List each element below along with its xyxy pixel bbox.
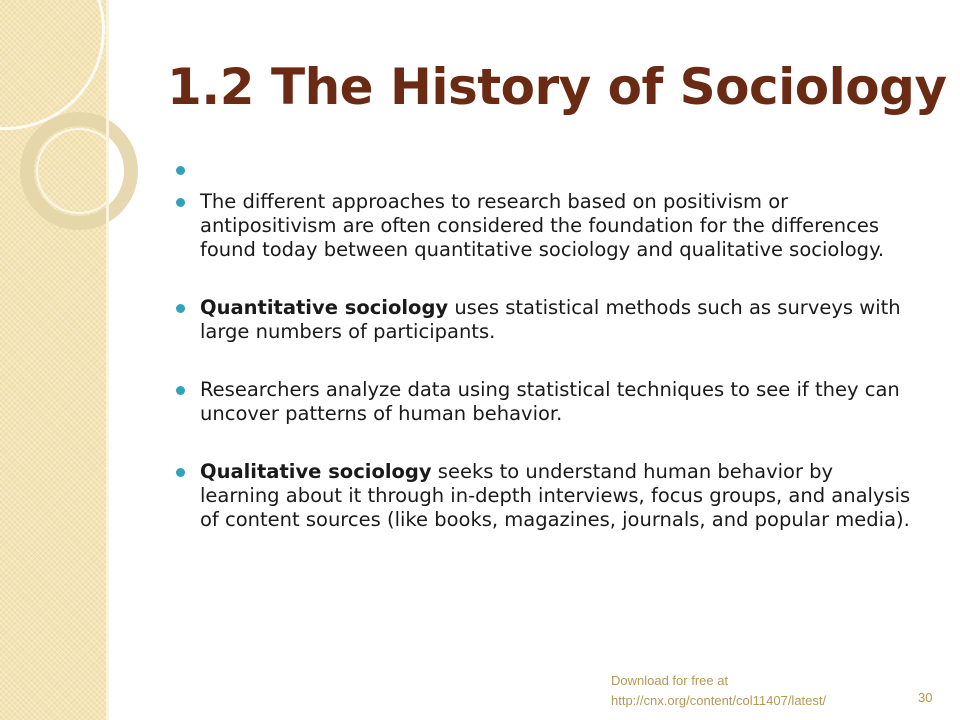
bullet-term: Qualitative sociology <box>200 460 432 483</box>
bullet-item <box>176 296 916 344</box>
page-number: 30 <box>918 690 933 705</box>
decorative-ring <box>0 0 105 130</box>
bullet-term: Quantitative sociology <box>200 296 449 319</box>
bullet-item <box>176 158 916 182</box>
bullet-item <box>176 190 916 262</box>
footer-source-url: http://cnx.org/content/col11407/latest/ <box>611 693 827 708</box>
bullet-text: The different approaches to research based on positivism or antipositivism are often considered the foundation for the differences found today between quantitative sociology and qualitative sociology. <box>200 190 885 261</box>
bullet-text: uses statistical methods such as surveys with large numbers of participants. <box>200 296 901 343</box>
decorative-ring <box>36 128 122 214</box>
footer-source <box>611 671 911 711</box>
footer-source-line: Download for free at <box>611 673 729 688</box>
bullet-dot-icon <box>176 198 185 207</box>
bullet-list <box>176 158 916 566</box>
bullet-item <box>176 378 916 426</box>
bullet-text: seeks to understand human behavior by learning about it through in-depth interviews, focus groups, and analysis of content sources (like books, magazines, journals, and popular media). <box>200 460 911 531</box>
bullet-dot-icon <box>176 304 185 313</box>
bullet-dot-icon <box>176 386 185 395</box>
bullet-text: Researchers analyze data using statistical techniques to see if they can uncover patterns of human behavior. <box>200 378 900 425</box>
bullet-dot-icon <box>176 166 185 175</box>
side-band-edge <box>106 0 109 720</box>
bullet-dot-icon <box>176 468 185 477</box>
slide-title: 1.2 The History of Sociology <box>167 58 947 116</box>
bullet-item <box>176 460 916 532</box>
decorative-side-band <box>0 0 107 720</box>
